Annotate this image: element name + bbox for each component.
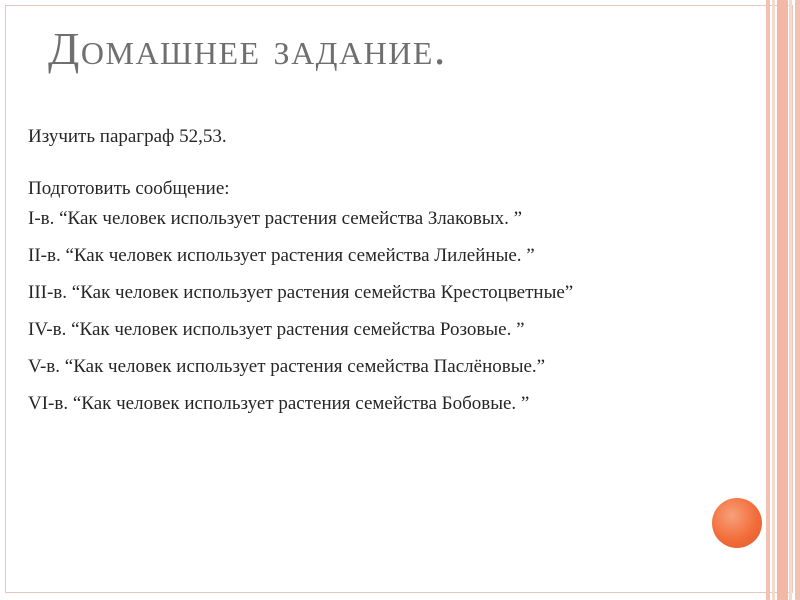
assignment-item: IV-в. “Как человек использует растения семейства Розовые. ” bbox=[28, 319, 525, 340]
assignment-item: II-в. “Как человек использует растения семейства Лилейные. ” bbox=[28, 245, 535, 266]
decorative-stripe bbox=[766, 0, 770, 600]
prepare-heading: Подготовить сообщение: bbox=[28, 178, 230, 199]
spacer bbox=[28, 152, 758, 174]
assignment-item: VI-в. “Как человек использует растения семейства Бобовые. ” bbox=[28, 393, 530, 414]
assignment-item: V-в. “Как человек использует растения семейства Паслёновые.” bbox=[28, 356, 546, 377]
orange-circle-icon bbox=[712, 498, 762, 548]
decorative-stripe bbox=[772, 0, 775, 600]
slide-body bbox=[28, 122, 758, 426]
assignment-item: III-в. “Как человек использует растения семейства Крестоцветные” bbox=[28, 282, 574, 303]
assignment-list bbox=[28, 204, 758, 419]
assignment-item: I-в. “Как человек использует растения семейства Злаковых. ” bbox=[28, 208, 523, 229]
decorative-stripe bbox=[789, 0, 792, 600]
decorative-stripe bbox=[777, 0, 788, 600]
homework-line: Изучить параграф 52,53. bbox=[28, 126, 227, 147]
decorative-stripe bbox=[795, 0, 800, 600]
slide-title: Домашнее задание. bbox=[48, 23, 447, 74]
